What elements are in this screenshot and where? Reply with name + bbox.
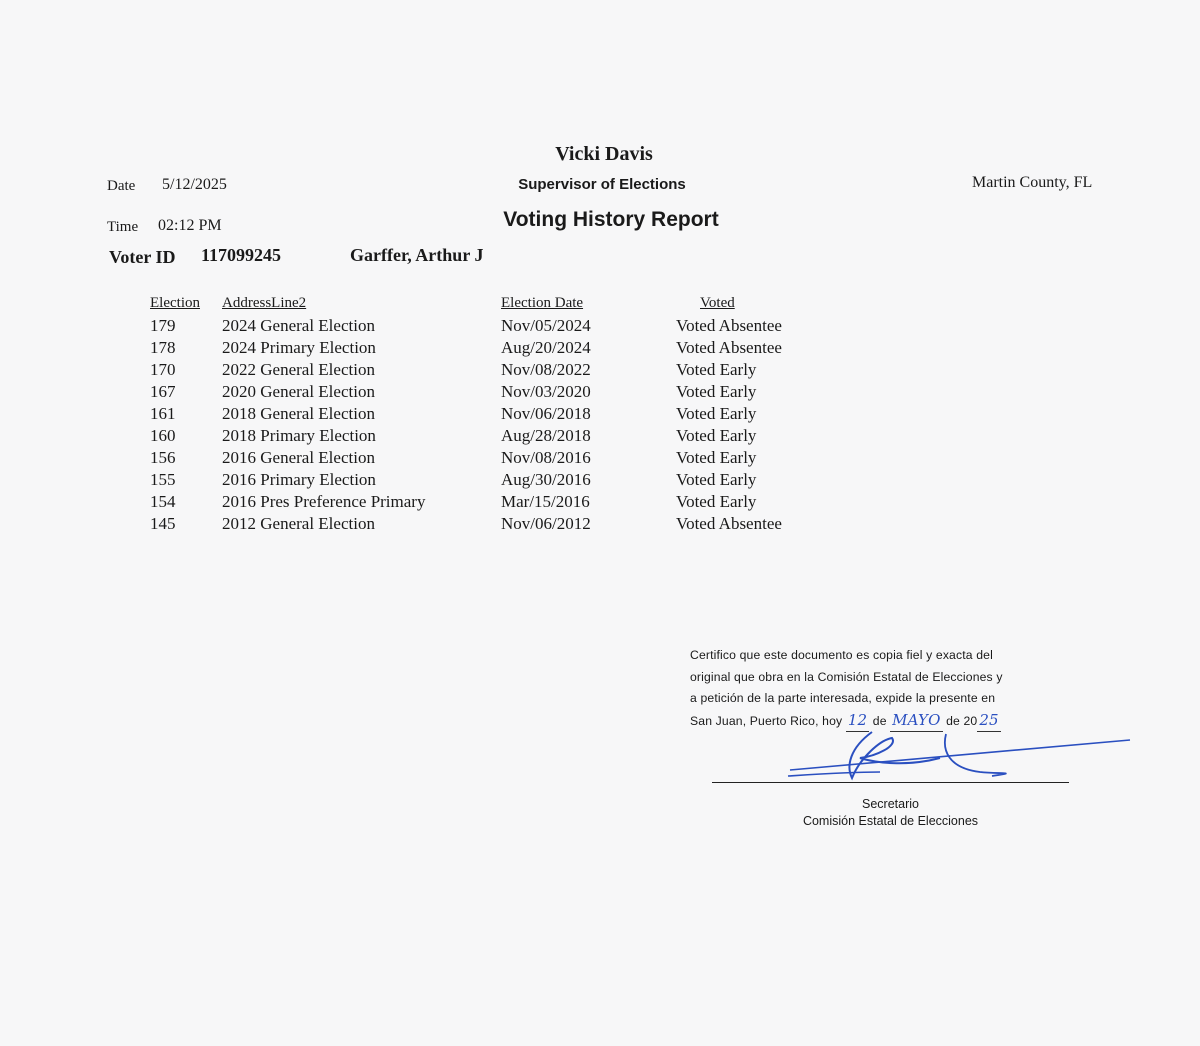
signer-organization: Comisión Estatal de Elecciones xyxy=(802,814,979,828)
column-header-voted: Voted xyxy=(700,295,735,311)
election-date: Nov/08/2016 xyxy=(501,448,591,467)
signer-title: Secretario xyxy=(862,797,919,811)
county-label: Martin County, FL xyxy=(972,174,1093,191)
supervisor-title: Supervisor of Elections xyxy=(518,176,686,193)
election-date: Aug/30/2016 xyxy=(501,470,591,489)
certification-text xyxy=(690,645,1090,732)
election-date: Nov/08/2022 xyxy=(501,360,591,379)
election-name: 2024 General Election xyxy=(222,316,375,335)
handwritten-day: 12 xyxy=(846,710,869,733)
election-number: 170 xyxy=(150,360,176,379)
certification-line: original que obra en la Comisión Estatal de Elecciones y xyxy=(690,669,1003,684)
election-date: Nov/03/2020 xyxy=(501,382,591,401)
handwritten-year: 25 xyxy=(977,710,1000,733)
certification-de: de xyxy=(872,713,887,728)
signature-image xyxy=(780,728,1140,790)
election-date: Nov/05/2024 xyxy=(501,316,591,335)
signature-line xyxy=(712,782,1069,783)
election-name: 2016 General Election xyxy=(222,448,375,467)
date-value: 5/12/2025 xyxy=(162,176,227,193)
voted-status: Voted Early xyxy=(676,426,757,445)
time-label: Time xyxy=(107,219,139,235)
voted-status: Voted Absentee xyxy=(676,514,782,533)
certification-line: a petición de la parte interesada, expide la presente en xyxy=(690,691,996,705)
handwritten-month: MAYO xyxy=(890,710,942,733)
voted-status: Voted Absentee xyxy=(676,338,782,357)
voter-id-value: 117099245 xyxy=(201,245,282,265)
certification-line: Certifico que este documento es copia fiel y exacta del xyxy=(690,648,993,662)
election-name: 2016 Pres Preference Primary xyxy=(222,492,426,511)
election-name: 2018 General Election xyxy=(222,404,375,423)
date-label: Date xyxy=(107,178,136,194)
supervisor-name: Vicki Davis xyxy=(555,143,653,165)
election-number: 155 xyxy=(150,470,176,489)
election-number: 156 xyxy=(150,448,176,467)
election-date: Mar/15/2016 xyxy=(501,492,590,511)
election-date: Nov/06/2018 xyxy=(501,404,591,423)
column-header-addressline2: AddressLine2 xyxy=(222,295,307,311)
election-number: 145 xyxy=(150,514,176,533)
election-date: Aug/20/2024 xyxy=(501,338,591,357)
election-number: 178 xyxy=(150,338,176,357)
election-date: Nov/06/2012 xyxy=(501,514,591,533)
certification-place: San Juan, Puerto Rico, hoy xyxy=(690,713,843,728)
column-header-election-date: Election Date xyxy=(501,295,584,311)
election-name: 2018 Primary Election xyxy=(222,426,376,445)
column-header-election: Election xyxy=(150,295,200,311)
election-name: 2024 Primary Election xyxy=(222,338,376,357)
voted-status: Voted Early xyxy=(676,360,757,379)
election-number: 167 xyxy=(150,382,176,401)
election-name: 2016 Primary Election xyxy=(222,470,376,489)
election-name: 2022 General Election xyxy=(222,360,375,379)
voted-status: Voted Early xyxy=(676,492,757,511)
election-name: 2012 General Election xyxy=(222,514,375,533)
election-number: 161 xyxy=(150,404,176,423)
report-title: Voting History Report xyxy=(503,208,719,231)
time-value: 02:12 PM xyxy=(158,217,222,234)
election-name: 2020 General Election xyxy=(222,382,375,401)
election-number: 179 xyxy=(150,316,176,335)
voted-status: Voted Early xyxy=(676,404,757,423)
election-number: 160 xyxy=(150,426,176,445)
certification-de-year: de 20 xyxy=(946,713,978,728)
voted-status: Voted Early xyxy=(676,448,757,467)
voter-id-label: Voter ID xyxy=(109,247,176,267)
voter-name: Garffer, Arthur J xyxy=(350,245,484,265)
voted-status: Voted Early xyxy=(676,382,757,401)
voted-status: Voted Absentee xyxy=(676,316,782,335)
election-number: 154 xyxy=(150,492,176,511)
election-date: Aug/28/2018 xyxy=(501,426,591,445)
voted-status: Voted Early xyxy=(676,470,757,489)
